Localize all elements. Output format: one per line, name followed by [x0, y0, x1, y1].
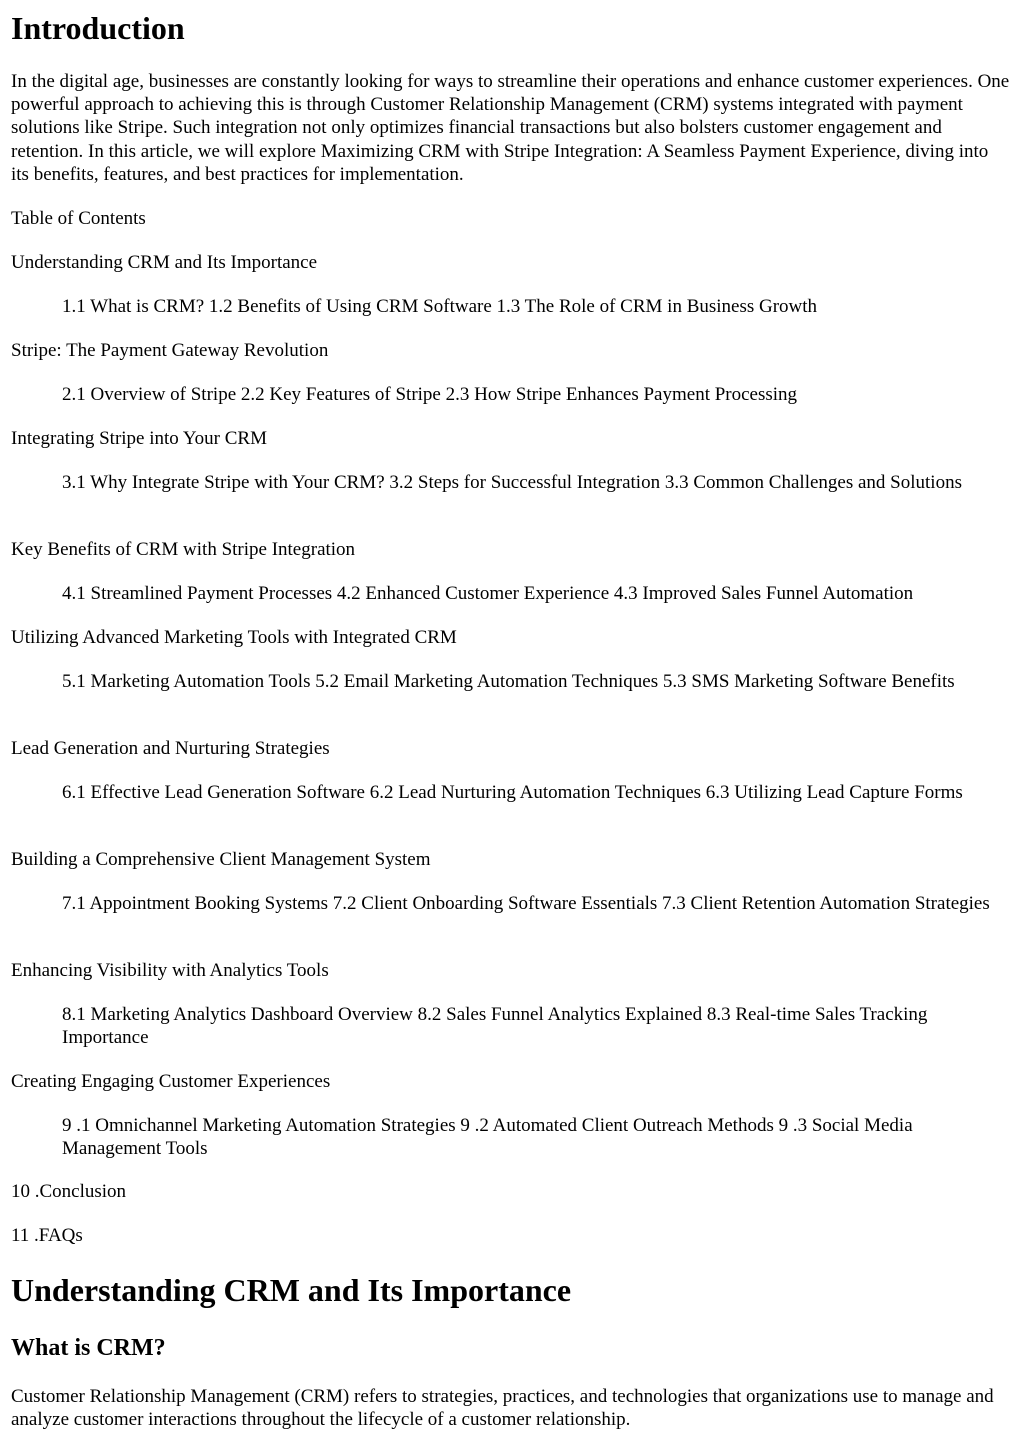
toc-subsection-list[interactable]: 9 .1 Omnichannel Marketing Automation Strategies 9 .2 Automated Client Outreach Methods 9 .3 Social Media Management Tools [62, 1115, 913, 1160]
toc-title: Table of Contents [11, 208, 146, 229]
toc-subsection-list[interactable]: 7.1 Appointment Booking Systems 7.2 Client Onboarding Software Essentials 7.3 Client Retention Automation Strategies [62, 893, 990, 914]
toc-conclusion[interactable]: 10 .Conclusion [11, 1181, 127, 1202]
toc-section-title[interactable]: Lead Generation and Nurturing Strategies [11, 738, 330, 759]
toc-section-title[interactable]: Key Benefits of CRM with Stripe Integration [11, 539, 356, 560]
toc-section-title[interactable]: Enhancing Visibility with Analytics Tools [11, 960, 329, 981]
toc-subsection-list[interactable]: 2.1 Overview of Stripe 2.2 Key Features of Stripe 2.3 How Stripe Enhances Payment Processing [62, 384, 798, 405]
toc-subsection-list[interactable]: 6.1 Effective Lead Generation Software 6.2 Lead Nurturing Automation Techniques 6.3 Utilizing Lead Capture Forms [62, 782, 963, 803]
section-heading: Understanding CRM and Its Importance [11, 1272, 572, 1308]
toc-subsection-list[interactable]: 3.1 Why Integrate Stripe with Your CRM? 3.2 Steps for Successful Integration 3.3 Common Challenges and Solutions [62, 472, 962, 493]
toc-subsection-list[interactable]: 1.1 What is CRM? 1.2 Benefits of Using CRM Software 1.3 The Role of CRM in Business Growth [62, 296, 818, 317]
introduction-heading: Introduction [11, 10, 185, 46]
toc-subsection-list[interactable]: 4.1 Streamlined Payment Processes 4.2 Enhanced Customer Experience 4.3 Improved Sales Funnel Automation [62, 583, 914, 604]
toc-faqs[interactable]: 11 .FAQs [11, 1225, 83, 1246]
toc-section-title[interactable]: Understanding CRM and Its Importance [11, 252, 318, 273]
toc-section-title[interactable]: Building a Comprehensive Client Management System [11, 849, 431, 870]
introduction-paragraph: In the digital age, businesses are constantly looking for ways to streamline their operations and enhance customer experiences. One powerful approach to achieving this is through Customer Relationship Management (CRM) systems integrated with payment solutions like Stripe. Such integration not only optimizes financial transactions but also bolsters customer engagement and retention. In this article, we will explore Maximizing CRM with Stripe Integration: A Seamless Payment Experience, diving into its benefits, features, and best practices for implementation. [11, 71, 1010, 185]
toc-section-title[interactable]: Utilizing Advanced Marketing Tools with Integrated CRM [11, 627, 457, 648]
toc-section-title[interactable]: Stripe: The Payment Gateway Revolution [11, 340, 329, 361]
toc-section-title[interactable]: Integrating Stripe into Your CRM [11, 428, 267, 449]
toc-section-title[interactable]: Creating Engaging Customer Experiences [11, 1071, 331, 1092]
toc-subsection-list[interactable]: 5.1 Marketing Automation Tools 5.2 Email Marketing Automation Techniques 5.3 SMS Marketing Software Benefits [62, 671, 955, 692]
toc-subsection-list[interactable]: 8.1 Marketing Analytics Dashboard Overview 8.2 Sales Funnel Analytics Explained 8.3 Real-time Sales Tracking Importance [62, 1004, 928, 1049]
subsection-heading: What is CRM? [11, 1335, 166, 1361]
section-paragraph: Customer Relationship Management (CRM) refers to strategies, practices, and technologies that organizations use to manage and analyze customer interactions throughout the lifecycle of a customer relationship. [11, 1386, 994, 1431]
